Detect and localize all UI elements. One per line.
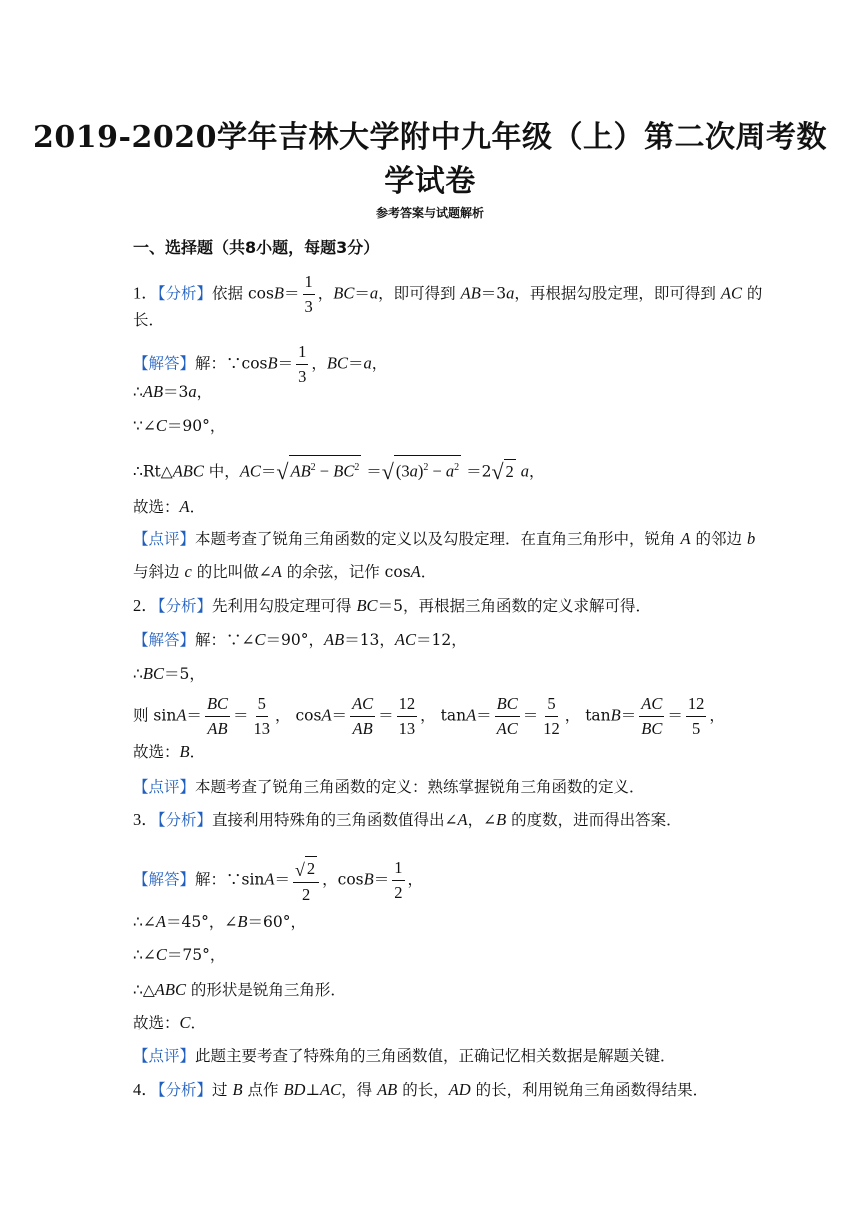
analysis-tag: 【分析】 — [157, 284, 213, 303]
q4-analysis: 4．【分析】过 B 点作 BD⊥AC，得 AB 的长，AD 的长，利用锐角三角函数得结果． — [133, 1080, 709, 1099]
q3-shape: ∴△ABC 的形状是锐角三角形． — [133, 980, 346, 999]
q2-step-bc: ∴BC＝5， — [133, 664, 205, 683]
q3-comment: 【点评】此题主要考查了特殊角的三角函数值，正确记忆相关数据是解题关键． — [133, 1047, 676, 1065]
q1-choice: 故选：A． — [133, 497, 206, 516]
q2-analysis: 2．【分析】先利用勾股定理可得 BC＝5，再根据三角函数的定义求解可得． — [133, 596, 651, 615]
fraction: $\frac{5}{12}$ — [543, 694, 560, 738]
fraction: $\frac{BC}{AC}$ — [496, 694, 518, 738]
q1-analysis-cont: 长． — [133, 311, 165, 329]
q1-comment-cont: 与斜边 c 的比叫做∠A 的余弦，记作 cosA． — [133, 562, 437, 581]
q3-choice: 故选：C． — [133, 1013, 207, 1032]
fraction: $\frac{1}{2}$ — [394, 858, 403, 902]
q2-choice: 故选：B． — [133, 742, 206, 761]
comment-tag: 【点评】 — [133, 530, 196, 548]
document-title-line1: 2019-2020学年吉林大学附中九年级（上）第二次周考数 — [33, 120, 827, 155]
q2-comment: 【点评】本题考查了锐角三角函数的定义：熟练掌握锐角三角函数的定义． — [133, 778, 645, 796]
q1-step-ab: ∴AB＝3a， — [133, 382, 213, 401]
document-title-line2: 学试卷 — [384, 164, 476, 199]
fraction: $\frac{√ 2}{2}$ — [293, 856, 319, 905]
q3-answer: 【解答】解：∵sinA＝ $\frac{√ 2}{2}$ ，cosB＝ $\frac{1}{2}$ ， — [133, 858, 424, 904]
section-heading: 一、选择题（共8小题，每题3分） — [133, 238, 380, 257]
fraction: $\frac{1}{3}$ — [298, 342, 307, 386]
fraction: $\frac{5}{13}$ — [253, 694, 271, 738]
q1-analysis: 1．【分析】依据 cosB＝ $\frac{1}{3}$ ，BC＝a，即可得到 AB＝3a，再根据勾股定理，即可得到 AC 的 — [133, 272, 763, 316]
fraction: $\frac{12}{13}$ — [398, 694, 416, 738]
q1-comment: 【点评】本题考查了锐角三角函数的定义以及勾股定理．在直角三角形中，锐角 A 的邻边 b — [133, 529, 756, 548]
document-subtitle: 参考答案与试题解析 — [375, 206, 484, 220]
q1-answer: 【解答】解：∵cosB＝ $\frac{1}{3}$ ，BC＝a， — [133, 342, 388, 386]
fraction: $\frac{AC}{BC}$ — [641, 694, 663, 738]
fraction: $\frac{12}{5}$ — [687, 694, 705, 738]
fraction: $\frac{1}{3}$ — [304, 272, 313, 316]
q3-angle-c: ∴∠C＝75°， — [133, 945, 226, 964]
q2-answer: 【解答】解：∵∠C＝90°，AB＝13，AC＝12， — [133, 630, 467, 649]
fraction: $\frac{AC}{AB}$ — [352, 694, 374, 738]
q3-analysis: 3．【分析】直接利用特殊角的三角函数值得出∠A，∠B 的度数，进而得出答案． — [133, 810, 682, 829]
q1-step-rt: ∴Rt△ABC 中，AC＝√ $AB^2 - BC^2$ ＝√ $(3a)^2 - a^2 =2√$ 2 a， — [133, 455, 544, 482]
q2-ratios: 则 sinA＝ $\frac{BC}{AB}$ ＝ $\frac{5}{13}$ ， cosA＝ $\frac{AC}{AB}$ ＝ $\frac{12}{13}$ ， tanA＝ $\frac{BC}{AC}$ ＝ $\frac{5}{12}$ ， tanB＝ $\frac{AC}{BC}$ ＝ $\frac{12}{5}$ ， — [133, 694, 725, 738]
q3-angles: ∴∠A＝45°，∠B＝60°， — [133, 912, 306, 931]
q1-step-c: ∵∠C＝90°， — [133, 416, 226, 435]
answer-tag: 【解答】 — [133, 354, 196, 373]
fraction: $\frac{BC}{AB}$ — [206, 694, 229, 738]
